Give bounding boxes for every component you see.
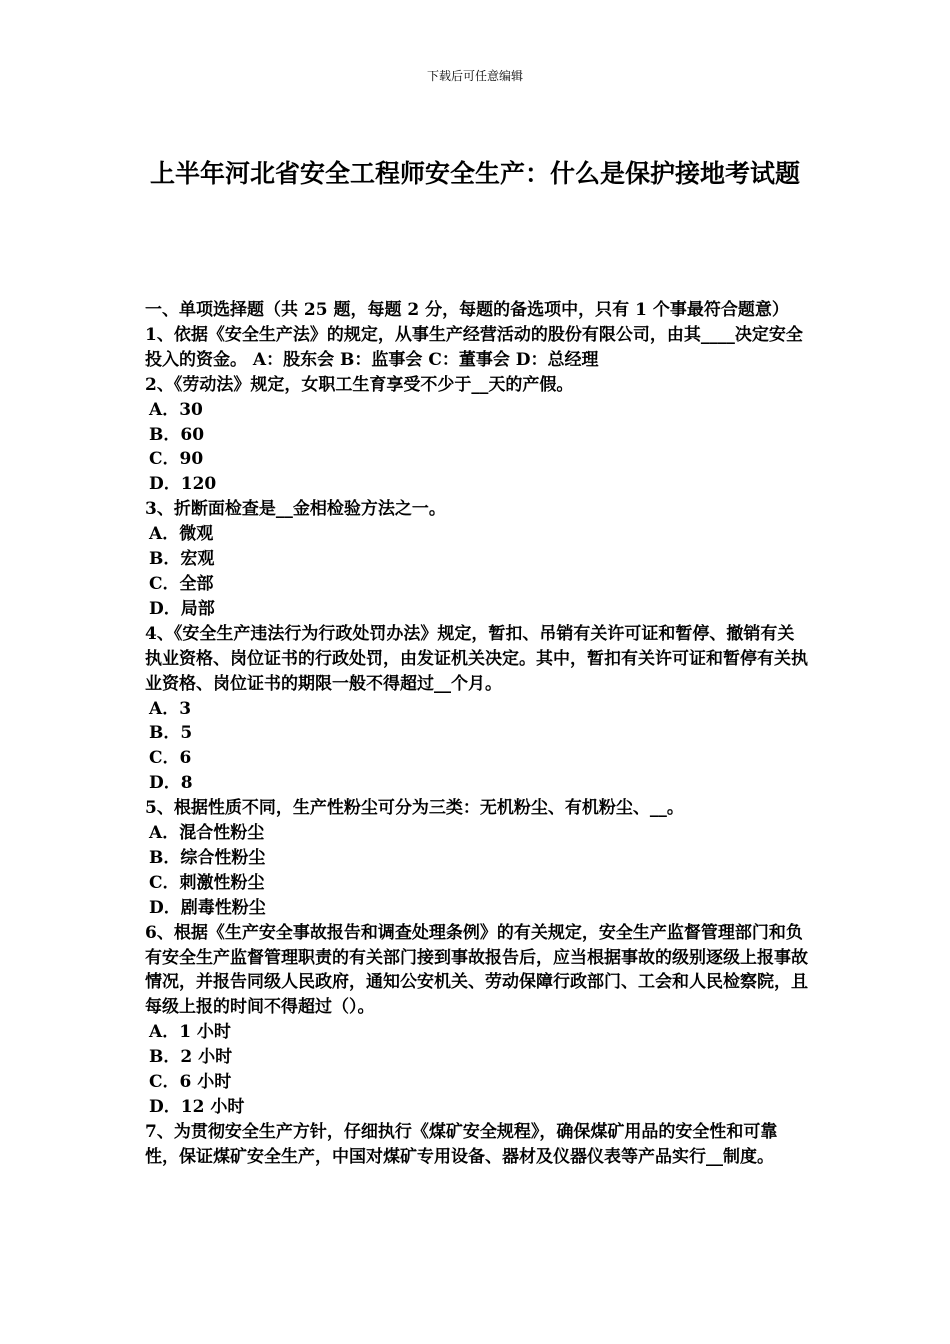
question-stem: 4、《安全生产违法行为行政处罚办法》规定，暂扣、吊销有关许可证和暂停、撤销有关执业资格、岗位证书的行政处罚，由发证机关决定。其中，暂扣有关许可证和暂停有关执业资格、岗位证书的期限一般不得超过__个月。 (145, 623, 808, 694)
document-title: 上半年河北省安全工程师安全生产：什么是保护接地考试题 (150, 159, 801, 188)
question-stem: 2、《劳动法》规定，女职工生育享受不少于__天的产假。 (145, 374, 574, 395)
answer-option: B．2 小时 (149, 1047, 233, 1068)
question-stem: 5、根据性质不同，生产性粉尘可分为三类：无机粉尘、有机粉尘、__。 (145, 798, 684, 819)
header-note: 下载后可任意编辑 (426, 69, 523, 83)
answer-option: A．微观 (149, 524, 214, 545)
question-stem: 6、根据《生产安全事故报告和调查处理条例》的有关规定，安全生产监督管理部门和负有安全生产监督管理职责的有关部门接到事故报告后，应当根据事故的级别逐级上报事故情况，并报告同级人民政府，通知公安机关、劳动保障行政部门、工会和人民检察院，且每级上报的时间不得超过（）。 (145, 922, 808, 1018)
answer-option: A．1 小时 (149, 1022, 231, 1043)
answer-option: D．120 (149, 474, 217, 495)
answer-option: D．8 (149, 773, 193, 794)
answer-option: D．12 小时 (149, 1097, 245, 1117)
answer-option: B．宏观 (149, 549, 215, 570)
document-body (145, 298, 810, 1170)
answer-option: B．5 (149, 723, 193, 744)
answer-option: C．90 (149, 449, 204, 470)
answer-option: B．60 (149, 424, 205, 445)
answer-option: C．刺激性粉尘 (149, 872, 265, 893)
question-stem: 1、依据《安全生产法》的规定，从事生产经营活动的股份有限公司，由其____决定安全投入的资金。 A：股东会 B：监事会 C：董事会 D：总经理 (145, 324, 803, 370)
section-heading: 一、单项选择题（共 25 题，每题 2 分，每题的备选项中，只有 1 个事最符合题意） (145, 300, 789, 320)
answer-option: D．局部 (149, 598, 215, 619)
answer-option: D．剧毒性粉尘 (149, 897, 266, 918)
answer-option: C．全部 (149, 573, 214, 594)
answer-option: A．30 (149, 399, 203, 420)
answer-option: C．6 (149, 748, 192, 769)
answer-option: A．混合性粉尘 (149, 823, 265, 844)
question-stem: 3、折断面检查是__金相检验方法之一。 (145, 499, 446, 520)
answer-option: B．综合性粉尘 (149, 847, 266, 868)
answer-option: A．3 (149, 698, 192, 719)
question-stem: 7、为贯彻安全生产方针，仔细执行《煤矿安全规程》，确保煤矿用品的安全性和可靠性，保证煤矿安全生产，中国对煤矿专用设备、器材及仪器仪表等产品实行__制度。 (145, 1121, 778, 1167)
answer-option: C．6 小时 (149, 1072, 232, 1093)
